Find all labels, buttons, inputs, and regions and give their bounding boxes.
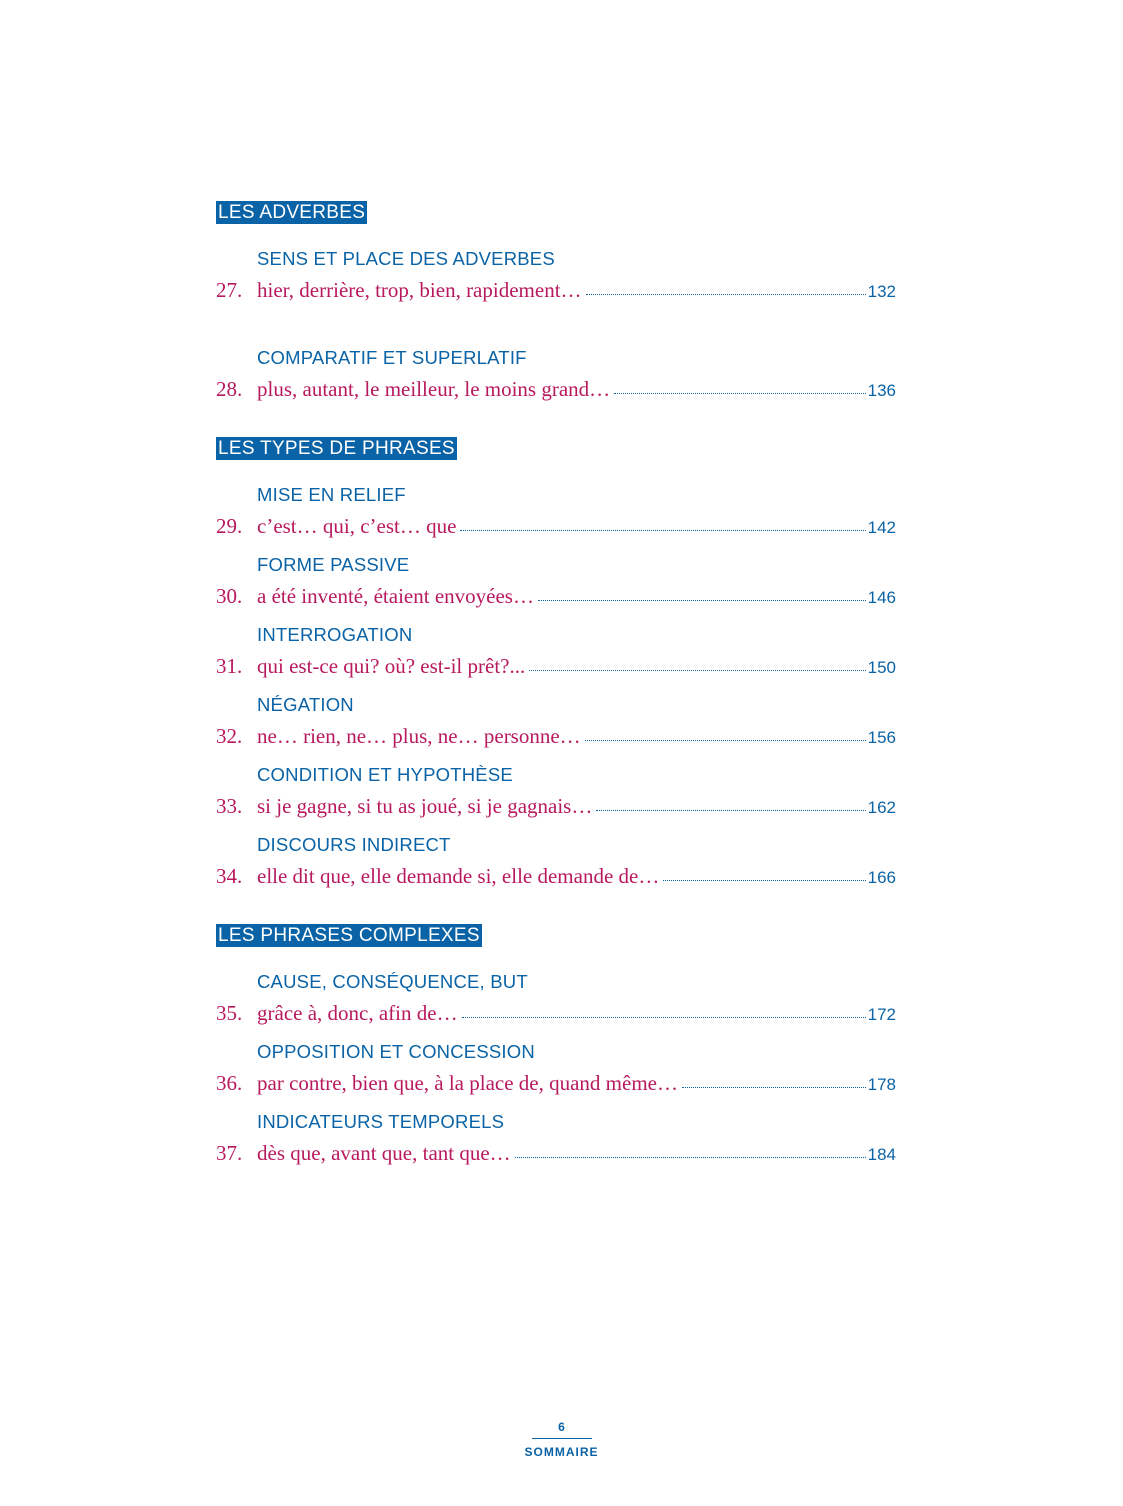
entry-subtitle: CAUSE, CONSÉQUENCE, BUT [257, 971, 528, 992]
dot-leader [462, 1016, 866, 1018]
toc-entry[interactable] [216, 764, 896, 818]
dot-leader [586, 293, 866, 295]
entry-number: 29. [216, 514, 243, 538]
footer-label: SOMMAIRE [524, 1445, 599, 1459]
entry-text: si je gagne, si tu as joué, si je gagnais… [257, 794, 593, 818]
dot-leader [515, 1156, 866, 1158]
toc-entry[interactable] [216, 347, 896, 401]
entry-number: 37. [216, 1141, 243, 1165]
entry-text: c’est… qui, c’est… que [257, 514, 457, 538]
section-title: LES PHRASES COMPLEXES [218, 925, 480, 946]
entry-text: elle dit que, elle demande si, elle demande de… [257, 864, 660, 888]
entry-text: grâce à, donc, afin de… [257, 1001, 458, 1025]
dot-leader [585, 739, 866, 741]
entry-subtitle: MISE EN RELIEF [257, 484, 406, 505]
entry-subtitle: NÉGATION [257, 694, 354, 715]
page-number: 6 [558, 1420, 565, 1434]
entry-page: 136 [867, 381, 896, 400]
entry-page: 142 [867, 518, 896, 537]
toc-entry[interactable] [216, 834, 896, 888]
section-title: LES ADVERBES [218, 202, 366, 223]
entry-subtitle: SENS ET PLACE DES ADVERBES [257, 248, 555, 269]
entry-subtitle: OPPOSITION ET CONCESSION [257, 1041, 535, 1062]
entry-page: 150 [867, 658, 896, 677]
dot-leader [596, 809, 865, 811]
entry-number: 27. [216, 278, 243, 302]
footer-rule [532, 1438, 592, 1439]
toc-entry[interactable] [216, 694, 896, 748]
toc-entry[interactable] [216, 484, 896, 538]
entry-text: ne… rien, ne… plus, ne… personne… [257, 724, 581, 748]
toc-entry[interactable] [216, 1111, 896, 1165]
entry-number: 34. [216, 864, 243, 888]
entry-text: qui est-ce qui? où? est-il prêt?... [257, 654, 526, 678]
dot-leader [663, 879, 865, 881]
entry-page: 162 [867, 798, 896, 817]
section-header [216, 437, 457, 460]
toc-entry[interactable] [216, 971, 896, 1025]
entry-subtitle: DISCOURS INDIRECT [257, 834, 451, 855]
dot-leader [538, 599, 866, 601]
entry-subtitle: INTERROGATION [257, 624, 413, 645]
entry-subtitle: CONDITION ET HYPOTHÈSE [257, 764, 513, 785]
page-footer [0, 1420, 1123, 1459]
entry-page: 178 [867, 1075, 896, 1094]
toc-entry[interactable] [216, 1041, 896, 1095]
entry-text: par contre, bien que, à la place de, quand même… [257, 1071, 678, 1095]
entry-text: hier, derrière, trop, bien, rapidement… [257, 278, 582, 302]
toc-entry[interactable] [216, 554, 896, 608]
entry-page: 172 [867, 1005, 896, 1024]
entry-text: a été inventé, étaient envoyées… [257, 584, 534, 608]
entry-text: plus, autant, le meilleur, le moins grand… [257, 377, 611, 401]
entry-number: 33. [216, 794, 243, 818]
section-title: LES TYPES DE PHRASES [218, 438, 455, 459]
entry-page: 156 [867, 728, 896, 747]
dot-leader [682, 1086, 866, 1088]
dot-leader [529, 669, 865, 671]
section-header [216, 924, 482, 947]
dot-leader [460, 529, 865, 531]
entry-page: 166 [867, 868, 896, 887]
section-header [216, 201, 367, 224]
entry-number: 28. [216, 377, 243, 401]
toc-entry[interactable] [216, 624, 896, 678]
entry-page: 146 [867, 588, 896, 607]
entry-page: 132 [867, 282, 896, 301]
entry-subtitle: FORME PASSIVE [257, 554, 410, 575]
entry-page: 184 [867, 1145, 896, 1164]
dot-leader [614, 392, 865, 394]
entry-number: 30. [216, 584, 243, 608]
entry-number: 31. [216, 654, 243, 678]
entry-subtitle: COMPARATIF ET SUPERLATIF [257, 347, 527, 368]
entry-number: 35. [216, 1001, 243, 1025]
toc-entry[interactable] [216, 248, 896, 302]
entry-subtitle: INDICATEURS TEMPORELS [257, 1111, 505, 1132]
entry-number: 32. [216, 724, 243, 748]
entry-number: 36. [216, 1071, 243, 1095]
entry-text: dès que, avant que, tant que… [257, 1141, 511, 1165]
